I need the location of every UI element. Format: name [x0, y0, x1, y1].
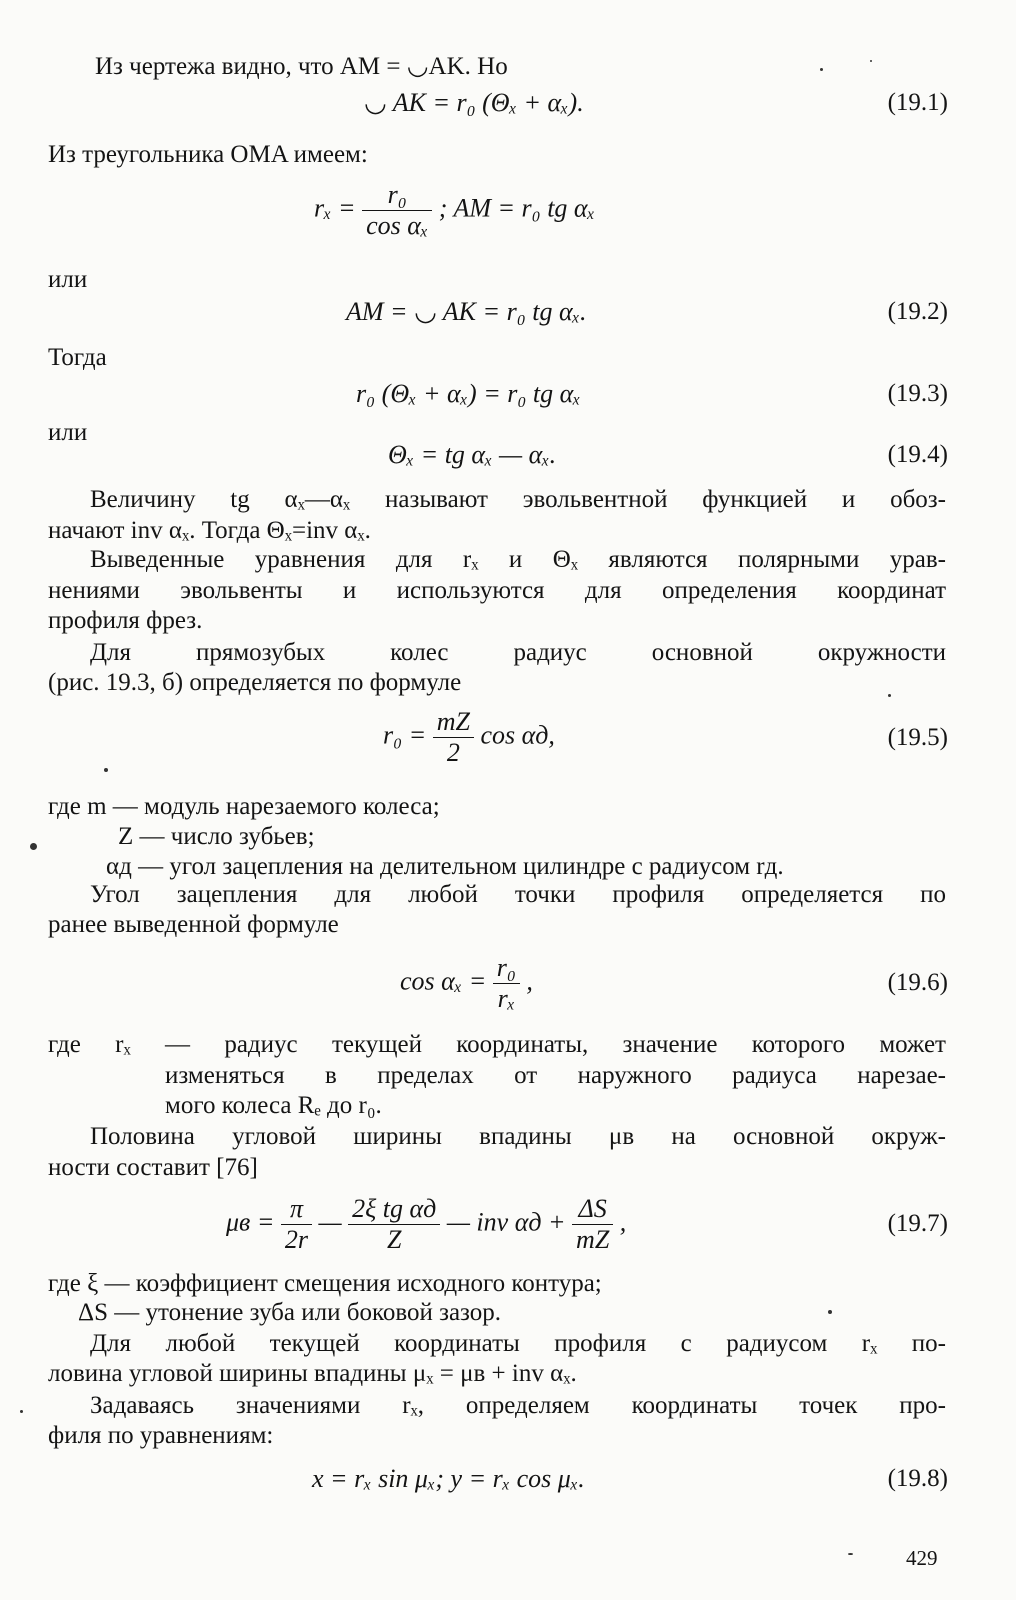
- fraction: [493, 953, 520, 1014]
- numerator: 2ξ tg αд: [352, 1194, 437, 1223]
- equation-number: (19.7): [887, 1210, 948, 1237]
- text-line: нениями эвольвенты и используются для определения координат: [48, 577, 946, 604]
- print-speck: [20, 1410, 23, 1413]
- text-line: Угол зацепления для любой точки профиля определяется по: [90, 881, 946, 908]
- denominator: rₓ: [493, 983, 520, 1014]
- equation-number: (19.4): [887, 441, 948, 468]
- text-line: (рис. 19.3, б) определяется по формуле: [48, 669, 462, 696]
- text-line: начают inv αₓ. Тогда Θₓ=inv αₓ.: [48, 517, 371, 544]
- eq-lhs: cos αₓ =: [400, 966, 487, 996]
- equation-number: (19.6): [887, 969, 948, 996]
- fraction: [281, 1194, 312, 1255]
- equation-number: (19.1): [887, 89, 948, 116]
- equation-19-5: [383, 707, 555, 768]
- text-line: филя по уравнениям:: [48, 1422, 274, 1449]
- eq-rhs: cos αд,: [480, 720, 555, 750]
- numerator: ΔS: [578, 1194, 607, 1223]
- text-line: Половина угловой ширины впадины μв на основной окруж-: [90, 1123, 946, 1150]
- text-line: изменяться в пределах от наружного радиуса нарезае-: [165, 1062, 946, 1089]
- equation-number: (19.5): [887, 724, 948, 751]
- text-line: Задаваясь значениями rₓ, определяем координаты точек про-: [90, 1392, 946, 1419]
- eq-rhs: ,: [526, 966, 533, 996]
- text-line: где ξ — коэффициент смещения исходного контура;: [48, 1270, 602, 1297]
- equation-19-4: Θₓ = tg αₓ — αₓ.: [388, 440, 557, 469]
- text-line: где m — модуль нарезаемого колеса;: [48, 793, 440, 820]
- eq-minus: —: [318, 1207, 342, 1237]
- print-speck: [828, 1310, 832, 1314]
- equation-number: (19.8): [887, 1465, 948, 1492]
- equation-19-8: x = rₓ sin μₓ; y = rₓ cos μₓ.: [312, 1464, 585, 1493]
- text-line: ности составит [76]: [48, 1154, 258, 1181]
- text-line: Из треугольника OMA имеем:: [48, 141, 368, 168]
- denominator: 2r: [281, 1224, 312, 1255]
- denominator: Z: [348, 1224, 440, 1255]
- numerator: r₀: [496, 953, 516, 982]
- text-line: где rₓ — радиус текущей координаты, значение которого может: [48, 1031, 946, 1058]
- eq-end: ,: [619, 1207, 627, 1237]
- text-line: Выведенные уравнения для rₓ и Θₓ являются полярными урав-: [90, 546, 946, 573]
- fraction: [572, 1194, 613, 1255]
- text-line: Из чертежа видно, что AM = ◡AK. Но: [95, 53, 508, 80]
- equation-19-1: ◡ AK = r₀ (Θₓ + αₓ).: [364, 88, 584, 117]
- text-line: Для любой текущей координаты профиля с радиусом rₓ по-: [90, 1330, 946, 1357]
- eq-middle: — inv αд +: [446, 1207, 566, 1237]
- text-line: или: [48, 266, 88, 293]
- print-speck: [30, 843, 37, 850]
- equation-number: (19.2): [887, 298, 948, 325]
- text-line: профиля фрез.: [48, 607, 203, 634]
- equation-rx: [314, 180, 595, 241]
- eq-rhs: ; AM = r₀ tg αₓ: [438, 193, 595, 223]
- denominator: cos αₓ: [362, 210, 432, 241]
- fraction: [348, 1194, 440, 1255]
- page-number: 429: [906, 1546, 938, 1570]
- text-line: Тогда: [48, 344, 107, 371]
- eq-lhs: r₀ =: [383, 720, 427, 750]
- text-line: ловина угловой ширины впадины μₓ = μв + inv αₓ.: [48, 1360, 577, 1387]
- denominator: mZ: [572, 1224, 613, 1255]
- text-line: ΔS — утонение зуба или боковой зазор.: [78, 1299, 502, 1326]
- print-speck: [870, 60, 872, 62]
- equation-19-3: r₀ (Θₓ + αₓ) = r₀ tg αₓ: [356, 379, 581, 408]
- print-speck: [888, 694, 891, 697]
- fraction: [362, 180, 432, 241]
- eq-lhs: μв =: [226, 1207, 275, 1237]
- equation-19-6: [400, 953, 533, 1014]
- text-line: или: [48, 419, 88, 446]
- text-line: ранее выведенной формуле: [48, 911, 339, 938]
- equation-19-2: AM = ◡ AK = r₀ tg αₓ.: [346, 297, 587, 326]
- text-line: мого колеса Rₑ до r₀.: [165, 1092, 382, 1119]
- numerator: r₀: [387, 180, 407, 209]
- text-line: Для прямозубых колес радиус основной окружности: [90, 639, 946, 666]
- denominator: 2: [433, 737, 474, 768]
- numerator: mZ: [436, 707, 470, 736]
- fraction: [433, 707, 474, 768]
- equation-19-7: [226, 1194, 626, 1255]
- print-speck: [820, 68, 823, 71]
- eq-lhs: rₓ =: [314, 193, 356, 223]
- text-line: Величину tg αₓ—αₓ называют эвольвентной функцией и обоз-: [90, 486, 946, 513]
- equation-number: (19.3): [887, 380, 948, 407]
- print-speck: [848, 1553, 853, 1555]
- text-line: αд — угол зацепления на делительном цилиндре с радиусом rд.: [106, 853, 784, 880]
- print-speck: [104, 768, 108, 772]
- numerator: π: [289, 1194, 303, 1223]
- text-line: Z — число зубьев;: [118, 823, 315, 850]
